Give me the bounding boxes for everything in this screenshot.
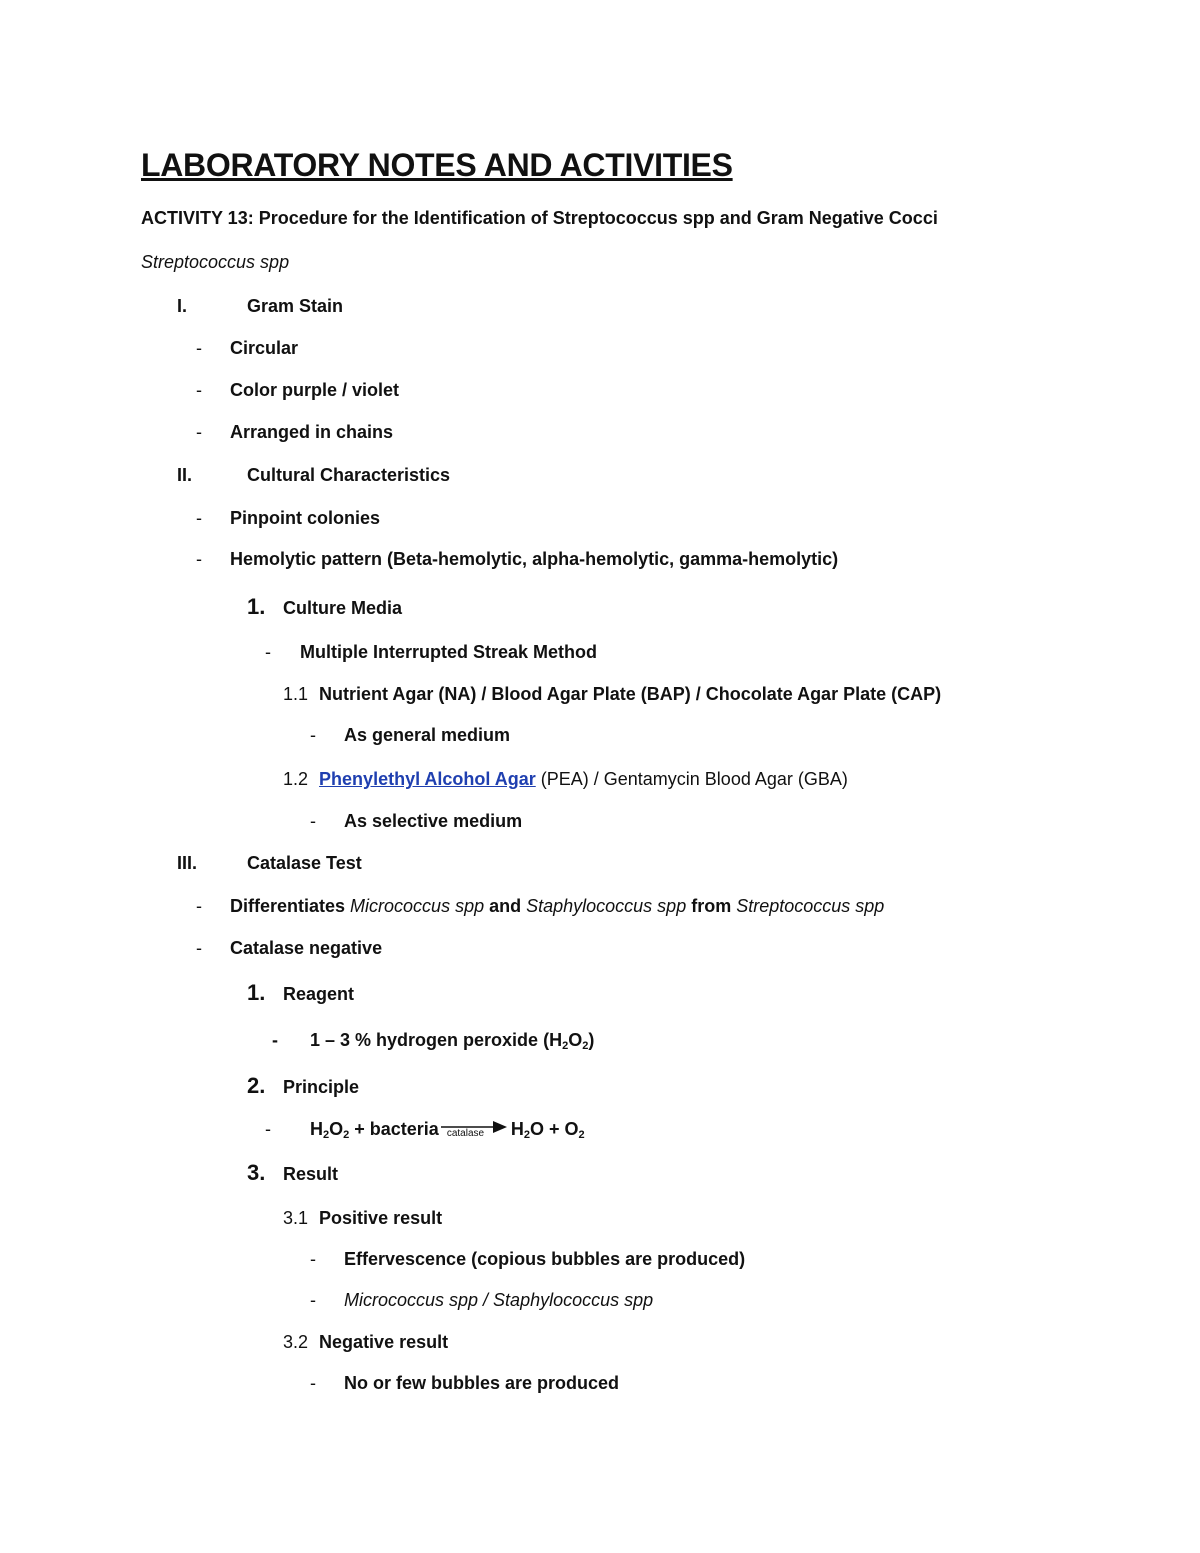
list-item [310,1029,594,1051]
list-item: Effervescence (copious bubbles are produced) [344,1249,746,1269]
subsection-heading: Result [283,1164,339,1184]
subscript: 2 [523,1129,530,1141]
activity-heading: ACTIVITY 13: Procedure for the Identification of Streptococcus spp and Gram Negative Cocci [141,208,938,228]
text-run: 1 – 3 % hydrogen peroxide (H [310,1030,563,1050]
bullet-dash: - [196,380,202,400]
item-text: (PEA) / Gentamycin Blood Agar (GBA) [535,769,848,789]
list-item: Micrococcus spp / Staphylococcus spp [344,1290,654,1310]
bullet-dash: - [196,508,202,528]
subsection-number: 1. [247,980,266,1005]
subsection-heading: Principle [283,1077,360,1097]
arrow-label: catalase [446,1128,485,1140]
section-heading: Gram Stain [247,296,344,316]
list-item: Pinpoint colonies [230,508,381,528]
bullet-dash: - [310,1290,316,1310]
subscript: 2 [582,1040,589,1052]
text-run: and [484,896,527,916]
list-item: As selective medium [344,811,523,831]
bullet-dash: - [196,938,202,958]
bullet-dash: - [196,422,202,442]
reaction-equation [310,1118,585,1141]
subsection-heading: Reagent [283,984,355,1004]
text-run: H [310,1119,323,1139]
subsection-number: 3. [247,1160,266,1185]
section-numeral: II. [177,465,193,485]
bullet-dash: - [196,338,202,358]
text-run: Differentiates [230,896,351,916]
section-subtitle: Streptococcus spp [141,252,290,272]
bullet-dash: - [272,1030,278,1050]
organism-name: Streptococcus spp [736,896,885,916]
subscript: 2 [343,1129,350,1141]
text-run: ) [588,1030,595,1050]
item-number: 3.1 [283,1208,309,1228]
bullet-dash: - [265,1119,271,1139]
phenylethyl-alcohol-agar-link[interactable]: Phenylethyl Alcohol Agar [319,769,536,789]
section-heading: Cultural Characteristics [247,465,451,485]
list-item [230,895,884,917]
subscript: 2 [323,1129,330,1141]
text-run: + bacteria [349,1119,439,1139]
section-numeral: III. [177,853,198,873]
section-heading: Catalase Test [247,853,362,873]
text-run: H [510,1119,524,1139]
bullet-dash: - [310,1373,316,1393]
item-text: Positive result [319,1208,443,1228]
item-text: Nutrient Agar (NA) / Blood Agar Plate (BAP) / Chocolate Agar Plate (CAP) [319,684,942,704]
bullet-dash: - [196,549,202,569]
list-item: Catalase negative [230,938,383,958]
organism-name: Micrococcus spp [350,896,485,916]
list-item: As general medium [344,725,511,745]
list-item: Arranged in chains [230,422,394,442]
bullet-dash: - [310,1249,316,1269]
item-number: 3.2 [283,1332,309,1352]
subscript: 2 [578,1129,585,1141]
item-text: Negative result [319,1332,449,1352]
list-item: Circular [230,338,299,358]
subsection-heading: Culture Media [283,598,403,618]
list-item: Hemolytic pattern (Beta-hemolytic, alpha-hemolytic, gamma-hemolytic) [230,549,839,569]
bullet-dash: - [310,811,316,831]
text-run: from [686,896,737,916]
bullet-dash: - [196,896,202,916]
bullet-dash: - [310,725,316,745]
item-number: 1.1 [283,684,309,704]
text-run: O + O [529,1119,579,1139]
numbered-item [283,1207,442,1229]
text-run: O [329,1119,344,1139]
text-run: O [568,1030,583,1050]
organism-name: Staphylococcus spp [526,896,687,916]
section-numeral: I. [177,296,188,316]
numbered-item [283,1331,448,1353]
subscript: 2 [562,1040,569,1052]
subsection-number: 1. [247,594,266,619]
item-number: 1.2 [283,769,309,789]
page-title: LABORATORY NOTES AND ACTIVITIES [141,147,733,183]
reaction-arrow [441,1119,507,1141]
numbered-item [283,768,848,790]
list-item: No or few bubbles are produced [344,1373,620,1393]
numbered-item [283,683,941,705]
bullet-dash: - [265,642,271,662]
list-item: Multiple Interrupted Streak Method [300,642,598,662]
subsection-number: 2. [247,1073,266,1098]
list-item: Color purple / violet [230,380,400,400]
